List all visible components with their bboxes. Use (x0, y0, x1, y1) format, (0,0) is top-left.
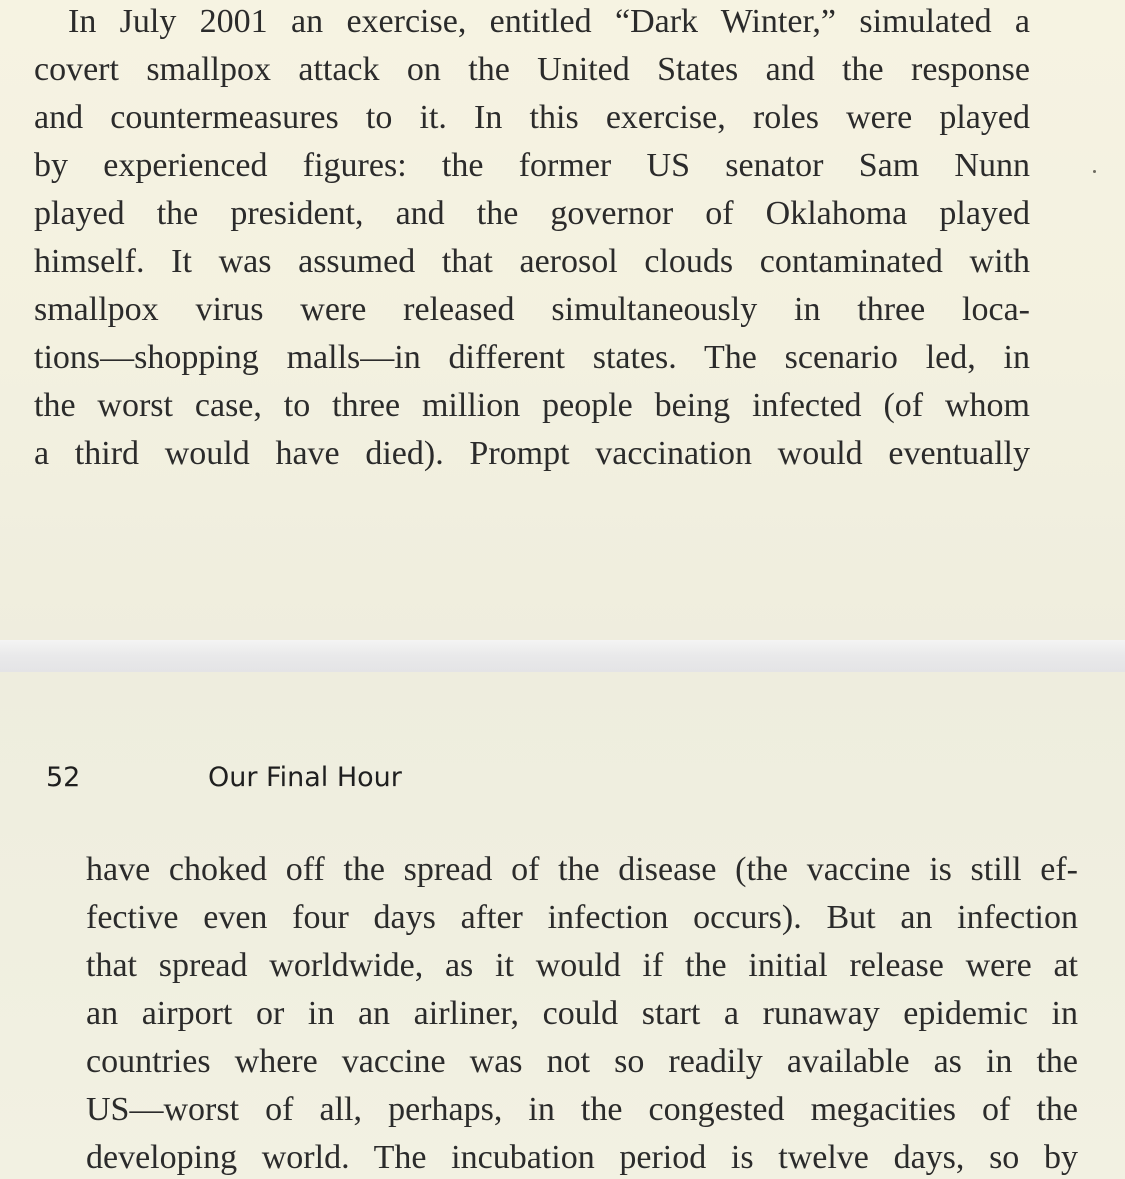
text-line: an airport or in an airliner, could start a runaway epidemic in (86, 995, 1078, 1032)
text-line: have choked off the spread of the disease (the vaccine is still ef- (86, 851, 1078, 888)
running-head-title: Our Final Hour (208, 762, 402, 793)
bottom-page (0, 672, 1125, 1179)
print-speck (1093, 170, 1096, 173)
page-separator (0, 640, 1125, 672)
text-line: the worst case, to three million people being infected (of whom (34, 387, 1030, 424)
text-line: developing world. The incubation period is twelve days, so by (86, 1139, 1078, 1176)
paragraph-dark-winter (34, 0, 1030, 480)
text-line: smallpox virus were released simultaneously in three loca- (34, 291, 1030, 328)
text-line: In July 2001 an exercise, entitled “Dark Winter,” simulated a (68, 3, 1030, 40)
text-line: that spread worldwide, as it would if the initial release were at (86, 947, 1078, 984)
text-line: covert smallpox attack on the United States and the response (34, 51, 1030, 88)
text-line: tions—shopping malls—in different states. The scenario led, in (34, 339, 1030, 376)
text-line: himself. It was assumed that aerosol clouds contaminated with (34, 243, 1030, 280)
text-line: countries where vaccine was not so readily available as in the (86, 1043, 1078, 1080)
text-line: a third would have died). Prompt vaccination would eventually (34, 435, 1030, 472)
text-line: fective even four days after infection occurs). But an infection (86, 899, 1078, 936)
text-line: US—worst of all, perhaps, in the congested megacities of the (86, 1091, 1078, 1128)
page-number: 52 (46, 762, 81, 793)
text-line: by experienced figures: the former US senator Sam Nunn (34, 147, 1030, 184)
paragraph-continuation (86, 848, 1078, 1179)
text-line: played the president, and the governor of Oklahoma played (34, 195, 1030, 232)
text-line: and countermeasures to it. In this exercise, roles were played (34, 99, 1030, 136)
